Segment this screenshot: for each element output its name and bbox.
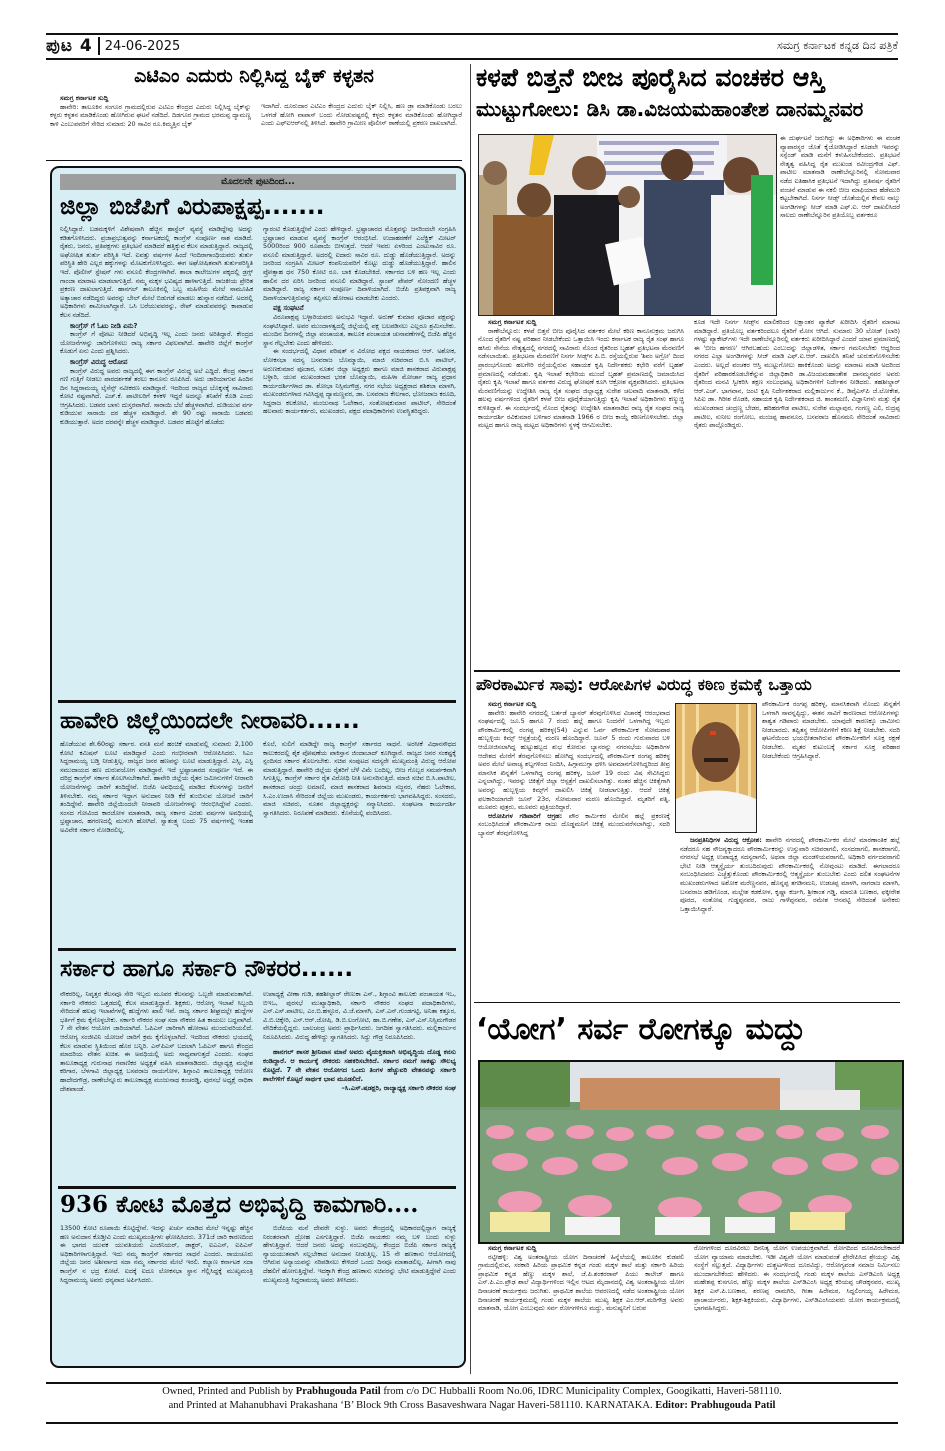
yoga-text-1: ರಟ್ಟೀಹಳ್ಳಿ: ವಿಶ್ವ ಅಂತರಾಷ್ಟ್ರೀಯ ಯೋಗ ದಿನಾಚರಣೆ ಹಿನ್ನೆಲೆಯಲ್ಲಿ ತಾಲೂಕಿನ ಕುಡಪಲಿ ಗ್ರಾಮದಲ್ಲಿರುವ, ಸರಕಾರಿ ಹಿರಿಯ ಪ್ರಾಥಮಿಕ ಕನ್ನಡ ಗಂಡು ಮಕ್ಕಳ ಶಾಲೆ ಮತ್ತು ಸರ್ಕಾರಿ ಹಿರಿಯ ಪ್ರಾಥಮಿಕ ಕನ್ನಡ ಹೆಣ್ಣು ಮಕ್ಕಳ ಶಾಲೆ, ಜೆ.ಪಿ.ಶಂಕರರಾವ್ ಪಿಯು ಕಾಲೇಜ್ ಹಾಗೂ ಎಸ್.ಪಿ.ಎಂ.ಪ್ರೌಢ ಶಾಲೆ ವಿದ್ಯಾರ್ಥಿಗಳಿಂದ ಇಲ್ಲಿನ ಆಟದ ಮೈದಾನದಲ್ಲಿ ವಿಶ್ವ ಅಂತರಾಷ್ಟ್ರೀಯ ಯೋಗ ದಿನಾಚರಣೆ ಕಾರ್ಯಕ್ರಮ ಜರುಗಿತು. ಪ್ರಾಥಮಿಕ ಶಾಲೆಯ ಆವರಣದಲ್ಲಿ ನಡೆದ ಅಂತರಾಷ್ಟ್ರೀಯ ಯೋಗ ದಿನಾಚರಣೆ ಕಾರ್ಯಕ್ರಮದಲ್ಲಿ ಗಂಡು ಮಕ್ಕಳ ಶಾಲೆಯ ಮುಖ್ಯ ಶಿಕ್ಷಕ ಎಂ.ಆರ್.ಮರಿಗೌಡ್ರ ಅವರು ಮಾತನಾಡಿ, ಯೋಗ ಎಂಬುವುದು ಸರ್ವ ರೋಗಗಳಿಗೂ ಮದ್ದು, ಮನುಷ್ಯನಿಗೆ ಬರುವ bbox=[478, 1252, 684, 1313]
seeds-text-1: ರಾಣೇಬೆನ್ನೂರು: ಕಳಪೆ ಬಿತ್ತನೆ ಬೀಜ ಪೂರೈಸಿದ ವರ್ತಕರ ಮೇಲೆ ಕಠಿಣ ಕಾನೂನುಕ್ರಮ ಜರುಗಿಸಿ ನೊಂದ ರೈತರಿಗೆ ನಷ್ಟ ಪರಿಹಾರ ನೀಡಬೇಕೆಂದು ಒತ್ತಾಯಿಸಿ ಇಂದು ಕರ್ನಾಟಕ ರಾಜ್ಯ ರೈತ ಸಂಘ ಹಾಗೂ ಹಸಿರು ಸೇನೆಯ ನೇತೃತ್ವದಲ್ಲಿ ನಗರದಲ್ಲಿ ಸಾವಿರಾರು ನೊಂದ ರೈತರಿಂದ ಬೃಹತ್ ಪ್ರತಿಭಟನಾ ಮೆರವಣಿಗೆ ನಡೆಸಲಾಯಿತು. ಪ್ರತಿಭಟನಾ ಮೆರವಣಿಗೆ ನಿಸರ್ಗ ಸೀಡ್ಸ್‌ನ ಪಿ.ಬಿ. ರಸ್ತೆಯಲ್ಲಿರುವ 'ಶಿವಂ ಅಗ್ರೋ' ದಿಂದ ಪ್ರಾರಂಭಗೊಂಡು ಹಲಗೇರಿ ರಸ್ತೆಯಲ್ಲಿರುವ ಸಹಾಯಕ ಕೃಷಿ ನಿರ್ದೇಶಕರು ಕಛೇರಿ ವರೆಗೆ ಬೃಹತ್ ಪ್ರಮಾಣದಲ್ಲಿ ನಡೆಯಿತು. ಕೃಷಿ ಇಲಾಖೆ ಕಛೇರಿಯ ಮುಂದೆ ಬೃಹತ್ ಪ್ರಮಾಣದಲ್ಲಿ ಜಮಾಯಿಸಿದ ರೈತರು ಕೃಷಿ ಇಲಾಖೆ ಹಾಗೂ ವರ್ತಕರ ವಿರುದ್ಧ ಘೋಷಣೆ ಕೂಗಿ ಆಕ್ರೋಶ ವ್ಯಕ್ತಪಡಿಸಿದರು. ಪ್ರತಿಭಟನಾ ಮೆರವಣಿಗೆಯನ್ನು ಉದ್ದೇಶಿಸಿ ರಾಜ್ಯ ರೈತ ಸಂಘದ ಜಿಲ್ಲಾಧ್ಯಕ್ಷ ಸುರೇಶ ಚಲವಾದಿ ಮಾತನಾಡಿ, ಕಳೆದ ಹಲವು ವರ್ಷಗಳಿಂದ ರೈತರಿಗೆ ಕಳಪೆ ಬೀಜ ಪೂರೈಕೆಯಾಗುತ್ತಿದ್ದು ಕೃಷಿ ಇಲಾಖೆ ಅಧಿಕಾರಿಗಳು ಕಣ್ಮುಚ್ಚಿ ಕುಳಿತಿದ್ದಾರೆ. ಈ ಸಂದರ್ಭದಲ್ಲಿ ನೊಂದ ರೈತರನ್ನು ಉದ್ದೇಶಿಸಿ ಮಾತನಾಡಿದ ರಾಜ್ಯ ರೈತ ಸಂಘದ ರಾಜ್ಯ ಕಾರ್ಯದರ್ಶಿ ರವಿಕುಮಾರ ಬಳಿಗಾರ ಮಾತನಾಡಿ 1966 ರ ಬೀಜ ಕಾಯ್ದೆ ಕಠಿಣಗೊಳಿಸಬೇಕು. ಜಿಲ್ಲಾ ಮಟ್ಟದ ಹಾಗೂ ರಾಜ್ಯ ಮಟ್ಟದ ಅಧಿಕಾರಿಗಳು ಸ್ಥಳಕ್ಕೆ ಆಗಮಿಸಬೇಕು. bbox=[478, 326, 684, 430]
seeds-bottom-rule bbox=[474, 670, 900, 672]
seeds-source: ಸಮಗ್ರ ಕರ್ನಾಟಕ ಸುದ್ದಿ bbox=[488, 318, 537, 326]
worker-text-2b bbox=[680, 836, 900, 913]
bjp-article-body bbox=[60, 225, 456, 693]
worker-photo-image bbox=[676, 704, 756, 832]
yoga-text-2: ರೋಗಗಳಿಂದ ದೂರವಿರಲು ದಿನನಿತ್ಯ ಯೋಗ ಉಪಯುಕ್ತವಾಗಿದೆ. ರೋಗದಿಂದ ದೂರವಿರಬೇಕಾದರೆ ಯೋಗ ವ್ಯಾಯಾಮ ಮಾಡಬೇಕು. ಇಡೀ ವಿಶ್ವವೇ ಯೋಗ ಮಾಡುವಂತೆ ಪ್ರೇರೇಪಿಸಿದ ಶ್ರೇಯಸ್ಸು ವಿಶ್ವ ಸಂಸ್ಥೆಗೆ ಸಲ್ಲುತ್ತದೆ. ವಿದ್ಯಾರ್ಥಿಗಳು ದುಶ್ಚಟಗಳಿಂದ ದೂರವಿದ್ದು, ಆರೋಗ್ಯವಂತ ಸಮಾಜ ನಿರ್ಮಿಸಲು ಮುಂದಾಗಬೇಕೆಂದು ಹೇಳಿದರು. ಈ ಸಂದರ್ಭದಲ್ಲಿ ಗಂಡು ಮಕ್ಕಳ ಶಾಲೆಯ ಎಸ್‌ಡಿಎಂಸಿ ಅಧ್ಯಕ್ಷ ಮಹೇಶಪ್ಪ ಕುಸಗೂರ, ಹೆಣ್ಣು ಮಕ್ಕಳ ಶಾಲೆಯ ಎಸ್‌ಡಿಎಂಸಿ ಅಧ್ಯಕ್ಷ ಕರಿಯಪ್ಪ ಚೌಡಕ್ಕನವರ, ಮುಖ್ಯ ಶಿಕ್ಷಕ ಎಸ್.ಪಿ.ಬಣಕಾರ, ಶರಣಪ್ಪ ರಾಮಗಿರಿ, ಗೀತಾ ಹಿರೇಮಠ, ಸಿದ್ದಲಿಂಗಯ್ಯ ಹಿರೇಮಠ, ಪ್ರಾಚಾರ್ಯರರು, ಶಿಕ್ಷಕ-ಶಿಕ್ಷಕಿಯರು, ವಿದ್ಯಾರ್ಥಿಗಳು, ಎಸ್‌ಡಿಎಂಸಿಯವರು ಯೋಗ ಕಾರ್ಯಕ್ರಮದಲ್ಲಿ ಭಾಗವಹಿಸಿದ್ದರು. bbox=[694, 1244, 900, 1313]
worker-col-2 bbox=[762, 700, 900, 834]
atm-bottom-rule bbox=[46, 160, 462, 161]
development-col-2 bbox=[263, 1224, 456, 1356]
bjp-subhead-1: ಕಾಂಗ್ರೆಸ್ ಗೆ ಓಟು ನೀಡಿ ಏನು? bbox=[70, 321, 138, 330]
footer-bottom-rule bbox=[46, 1422, 898, 1424]
imprint-line-1-b: from c/o DC Hubballi Room No.06, IDRC Municipality Complex, Googikatti, Haveri-581110. bbox=[380, 1386, 782, 1397]
irrigation-article-body bbox=[60, 740, 456, 944]
atm-text-1: ಹಾವೇರಿ: ತಾಲೂಕಿನ ಸಂಗೂರ ಗ್ರಾಮದಲ್ಲಿರುವ ಎಟಿಎಂ ಕೇಂದ್ರದ ಎದುರು ನಿಲ್ಲಿಸಿದ್ದ ಬೈಕ್‌ನ್ನು ಕಳ್ಳರು ಕಳ್ಳತನ ಮಾಡಿಕೊಂಡು ಹೋಗಿರುವ ಘಟನೆ ನಡೆದಿದೆ. ದಿಡಗೂರ ಗ್ರಾಮದ ಭರಮಪ್ಪ ದ್ಯಾಮಣ್ಣ ಕಾಳಿ ಎಂಬುವವರಿಗೆ ಸೇರಿದ ಸುಮಾರು 20 ಸಾವಿರ ರೂ.ಕಿಮ್ಮತ್ತಿನ ಬೈಕ್ bbox=[50, 102, 251, 128]
development-headline: 936 ಕೋಟಿ ಮೊತ್ತದ ಅಭಿವೃದ್ಧಿ ಕಾಮಗಾರಿ.... bbox=[60, 1191, 419, 1218]
development-text-1: 13500 ಕೋಟಿ ರೂಪಾಯಿ ಕೊಟ್ಟಿದ್ದೇವೆ. ಇದನ್ನು ಖರ್ಚು ಮಾಡಿದ ಮೇಲೆ ಇನ್ನಷ್ಟು ಹೆಚ್ಚಿನ ಹಣ ಅನುದಾನ ಕೊಡ್ತೀವಿ ಎಂದು ಮುಖ್ಯಮಂತ್ರಿಗಳು ಘೋಷಿಸಿದರು. 371ಜೆ ಜಾರಿ ಕಾರಣದಿಂದ ಈ ಭಾಗದ ಯುವಕ ಯುವತಿಯರು ಎಂಜಿನಿಯರ್, ಡಾಕ್ಟರ್, ಐಎಎಸ್, ಐಪಿಎಸ್ ಅಧಿಕಾರಿಗಳಾಗುತ್ತಿದ್ದಾರೆ. ಇದು ನಮ್ಮ ಕಾಂಗ್ರೆಸ್ ಸರ್ಕಾರದ ಸಾಧನೆ ಎಂದರು. ರಾಯಚೂರು ಜಿಲ್ಲೆಯ ಜನರ ಅಶೀರ್ವಾದ ಸದಾ ನಮ್ಮ ಸರ್ಕಾರದ ಮೇಲೆ ಇರಲಿ. ಕಲ್ಯಾಣ ಕರ್ನಾಟಕ ಸದಾ ಕಾಂಗ್ರೆಸ್ ನ ಭದ್ರ ಕೋಟೆ. ಐದಕ್ಕೆ ಐದೂ ಲೋಕಸಭಾ ಸ್ಥಾನ ಗೆಲ್ಲಿಸಿದ್ದಕ್ಕೆ ಮುಖ್ಯಮಂತ್ರಿ ಸಿದ್ದರಾಮಯ್ಯ ಅವರು ಧನ್ಯವಾದ ಅರ್ಪಿಸಿದರು. bbox=[60, 1224, 253, 1284]
bjp-text-1a: ನಿಲ್ಲಿಸಿದ್ದಾರೆ. ಬಡಮಕ್ಕಳಿಗೆ ವಿಶೇಷವಾಗಿ ಹೆಚ್ಚಿನ ಹಾಸ್ಟೆಲ್ ವ್ಯವಸ್ಥೆ ಮಾಡಿದ್ದೇವು ಅದನ್ನು ಕಡಿತಗೊಳಿಸಿದರು. ಪ್ರಜಾಪ್ರಭುತ್ವವನ್ನು ಕರ್ನಾಟಕದಲ್ಲಿ ಕಾಂಗ್ರೆಸ್ ಸಂಪೂರ್ಣ ನಾಶ ಮಾಡಿದೆ. ರೈತರು, ಜನರು, ಪ್ರತಿಪಕ್ಷಗಳು ಪ್ರತಿಭಟನೆ ಮಾಡಿದರೆ ಹತ್ತಿಕ್ಕುವ ಕೆಲಸ ಮಾಡುತ್ತಿದ್ದಾರೆ. ರಾಜ್ಯದಲ್ಲಿ ಅಘೋಷಿತ ತುರ್ತು ಪರಿಸ್ಥಿತಿ ಇದೆ. ಐವತ್ತು ವರ್ಷಗಳ ಹಿಂದೆ ಇಂದಿರಾಗಾಂಧಿಯವರು ತುರ್ತು ಪರಿಸ್ಥಿತಿ ಹೇರಿ ಎಲ್ಲರ ಹಕ್ಕುಗಳನ್ನು ಮೊಟಕುಗೊಳಿಸಿದ್ದರು. ಈಗ ಅಘೋಷಿತವಾಗಿ ತುರ್ತುಪರಿಸ್ಥಿತಿ ಇದೆ. ಪೊಲೀಸ್ ಸ್ಟೇಷನ್ ಗಳು ವಸೂಲಿ ಕೇಂದ್ರಗಳಾಗಿವೆ. ಶಾಲಾ ಕಾಲೇಜುಗಳ ಪಕ್ಕದಲ್ಲಿ ಡ್ರಗ್ಸ್ ಗಾಂಜಾ ಮಾರಾಟ ಮಾಡಲಾಗುತ್ತಿದೆ. ನಮ್ಮ ಮಕ್ಕಳ ಭವಿಷ್ಯದ ಹಾಳಾಗುತ್ತಿದೆ. ರಾಜಕೀಯ ಪ್ರೇರಿತ ಪ್ರಕರಣ ದಾಖಲಾಗುತ್ತಿದೆ. ಹಾನಗಲ್ ತಾಲೂಕಿನಲ್ಲಿ ಒಬ್ಬ ಮಹಿಳೆಯ ಮೇಲೆ ಸಾಮೂಹಿಕ ಅತ್ಯಾಚಾರ ನಡೆದಿದ್ದರು ಅವರನ್ನು ಬೇಲ್ ಮೇಲೆ ಬಿಡುಗಡೆ ಮಾಡಲು ಹುನ್ನಾರ ನಡೆದಿದೆ. ಅದರಲ್ಲಿ ಅಧಿಕಾರಿಗಳು ಶಾಮೀಲಾಗಿದ್ದಾರೆ. ಒಸಿ ಬರೆಯುವವರನ್ನು, ರೇಪ್ ಮಾಡುವವರನ್ನು ಕಾಪಾಡುವ ಕೆಲಸ ನಡೆದಿದೆ. bbox=[60, 225, 253, 319]
worker-text-2b-body: ಹಾವೇರಿ ನಗರದಲ್ಲಿ ಪೌರಕಾರ್ಮಿಕರ ಮೇಲೆ ಮಾರಣಾಂತಿಕ ಹಲ್ಲೆ ನಡೆದರೂ ಸಹ ಸೌಜನ್ಯಕ್ಕಾದರೂ ಪೌರಕಾರ್ಮಿಕರನ್ನು ಉಸ್ತುವಾರಿ ಸಚಿವರಾಗಲಿ, ಸಂಸದರಾಗಲಿ, ಶಾಸಕರಾಗಲಿ, ನಗರಸಭೆ ಅಧ್ಯಕ್ಷ ಉಪಾಧ್ಯಕ್ಷ ಸದಸ್ಯರಾಗಲಿ, ಅಥವಾ ಜಿಲ್ಲಾ ಮಂಡಳಿಯವರಾಗಲಿ, ಅಧಿಕಾರಿ ವರ್ಗದವರಾಗಲಿ ಭೇಟಿ ನೀಡಿ ಆತ್ಮಸ್ಥೈರ್ಯ ತುಂಬದಿರುವುದು ಪೌರಕಾರ್ಮಿಕರಲ್ಲಿ ನೋವುಂಟು ಮಾಡಿದೆ. ಈಗಲಾದರೂ ಸಂಬಂಧಿಸಿದವರು ಎಚ್ಚೆತ್ತುಕೊಂಡು ಪೌರಕಾರ್ಮಿಕರಲ್ಲಿ ಆತ್ಮಸ್ಥೈರ್ಯ ತುಂಬಬೇಕು ಎಂದು ದಲಿತ ಸಂಘಟನೆಗಳ ಮುಖಂಡರುಗಳಾದ ಅಶೋಕ ಮರೆಣ್ಣನವರ, ಹೊನ್ನಪ್ಪ ತಗಡಿನಮನಿ, ಉಡಚಪ್ಪ ಮಾಳಗಿ, ನಾಗರಾಜ ಮಾಳಗಿ, ಬಸವರಾಜ ಹಡಿಗೊಂಡ, ಮಲ್ಲೇಶ ಕಡಕೋಳ, ಕೃಷ್ಣಾ ಕರ್ಜಗಿ, ಶ್ರೀಕಾಂತ ಗಡ್ಡಿ, ಮಾರುತಿ ಬಣಕಾರ, ಫಕ್ಕೀರೇಶ ಪೂರದ, ಸಂತೋಷ ಗುಡ್ಡಪ್ಪನವರ, ರಾಜು ಗಾಳೆಪ್ಪನವರ, ರಮೇಶ ಆನವಟ್ಟಿ ಸೇರಿದಂತೆ ಅನೇಕರು ಒತ್ತಾಯಿಸಿದ್ದಾರೆ. bbox=[680, 836, 900, 913]
worker-col-1 bbox=[478, 700, 670, 1000]
worker-headline: ಪೌರಕಾರ್ಮಿಕ ಸಾವು: ಆರೋಪಿಗಳ ವಿರುದ್ಧ ಕಠಿಣ ಕ್ರಮಕ್ಕೆ ಒತ್ತಾಯ bbox=[476, 675, 812, 694]
masthead-top-rule bbox=[46, 33, 898, 35]
worker-photo bbox=[675, 703, 757, 833]
worker-source: ಸಮಗ್ರ ಕರ್ನಾಟಕ ಸುದ್ದಿ bbox=[488, 700, 537, 708]
imprint-line-1-a: Owned, Printed and Publish by bbox=[162, 1386, 296, 1397]
employees-col-1 bbox=[60, 990, 253, 1186]
seeds-col-2 bbox=[694, 318, 900, 666]
footer-top-rule bbox=[46, 1382, 898, 1384]
imprint-line-2 bbox=[46, 1399, 898, 1413]
employees-text-1: ನೌಕರರಿಲ್ಲ, ನಿವೃತ್ತರ ಕೆಲಸವೂ ಸೇರಿ ಇಬ್ಬರು ಮೂವರ ಕೆಲಸವನ್ನು ಒಬ್ಬರೇ ಮಾಡುವಂತಾಗಿದೆ. ಸರ್ಕಾರಿ ನೌಕರರು ಒತ್ತಡದಲ್ಲಿ ಕೆಲಸ ಮಾಡುತ್ತಿದ್ದಾರೆ. ಶಿಕ್ಷಕರು, ಆರೋಗ್ಯ ಇಲಾಖೆ ಸಿಬ್ಬಂದಿ ಸೇರಿದಂತೆ ಹಲವು ಇಲಾಖೆಗಳಲ್ಲಿ ಹುದ್ದೆಗಳು ಖಾಲಿ ಇವೆ. ರಾಜ್ಯ ಸರ್ಕಾರ ಶೀಘ್ರದಲ್ಲೇ ಹುದ್ದೆಗಳ ಭರ್ತಿಗೆ ಕ್ರಮ ಕೈಗೊಳ್ಳಬೇಕು. ಸರ್ಕಾರಿ ನೌಕರರ ಸಂಘ ಸದಾ ನೌಕರರ ಹಿತ ಕಾಯಲು ಬದ್ಧವಾಗಿದೆ. 7 ನೇ ವೇತನ ಆಯೋಗ ಜಾರಿಯಾಗಿದೆ. ಓಪಿಎಸ್ ಜಾರಿಗಾಗಿ ಹೋರಾಟ ಮುಂದುವರಿಯಲಿದೆ. ಆರೋಗ್ಯ ಸಂಜೀವಿನಿ ಯೋಜನೆ ಜಾರಿಗೆ ಕ್ರಮ ಕೈಗೊಳ್ಳಲಾಗಿದೆ. ಇದರಿಂದ ನೌಕರರು ಭಯದಲ್ಲಿ ಕೆಲಸ ಮಾಡುವ ಸ್ಥಿತಿಯಿಂದ ಹೊರ ಬನ್ನಿರಿ. ಎನ್‌ಪಿಎಸ್ ಬದಲಾಗಿ ಓಪಿಎಸ್ ಹಾಗೂ ಕೇಂದ್ರದ ಮಾದರಿಯ ವೇತನ ಖಚಿತ. ಈ ಅವಧಿಯಲ್ಲಿ ಅದು ಸಾಧ್ಯವಾಗುತ್ತದೆ ಎಂದರು. ಸಂಘದ ತಾಲೂಕಾಧ್ಯಕ್ಷ ಗುರುನಾಥ ಗವಾಣಿಕರ ಅಧ್ಯಕ್ಷತೆ ವಹಿಸಿ ಮಾತನಾಡಿದರು. ಜಿಲ್ಲಾಧ್ಯಕ್ಷ ಮಲ್ಲೇಶ ಕರಿಗಾರ, ಬೆಳಗಾವಿ ಜಿಲ್ಲಾಧ್ಯಕ್ಷ ಬಸವರಾಜ ರಾಯಗೋಳ, ಶಿಗ್ಗಾಂವಿ ತಾಲೂಕಾಧ್ಯಕ್ಷ ಆರೋಣ ಹಾದೇದಗೌಡ್ರ, ರಾಣೇಬೆನ್ನೂರು ತಾಲೂಕಾಧ್ಯಕ್ಷ ಮಂಜುನಾಥ ಕಂಚರಡ್ಡಿ, ಪುರಸಭೆ ಅಧ್ಯಕ್ಷೆ ರಾಧಿಕಾ ದೇಶಪಾಂಡೆ. bbox=[60, 990, 253, 1093]
bjp-text-2b: ವಿರೂಪಾಕ್ಷಪ್ಪ ಬಳ್ಳಾರಿಯವರು ಅನುಭವಿ ಇದ್ದಾರೆ. ಅರುಣ್ ಕುಮಾರ ಪೂಜಾರ ಪಕ್ಷವನ್ನು ಸಂಘಟಿಸಿದ್ದಾರೆ. ಅವರ ಮುಂದಾಳತ್ವದಲ್ಲಿ ಜಿಲ್ಲೆಯಲ್ಲಿ ಪಕ್ಷ ಬಲಪಡಿಸಲು ಎಲ್ಲರೂ ಶ್ರಮಿಸಬೇಕು. ಮುಂದಿನ ದಿನಗಳಲ್ಲಿ ಜಿಲ್ಲಾ ಪಂಚಾಯತ, ತಾಲೂಕ ಪಂಚಾಯತ ಚುನಾವಣೆಗಳಲ್ಲಿ ಬಿಜೆಪಿ ಹೆಚ್ಚಿನ ಸ್ಥಾನ ಗೆಲ್ಲಬೇಕು ಎಂದು ಹೇಳಿದರು. bbox=[263, 312, 456, 347]
bjp-subhead-3: ಪಕ್ಷ ಸಂಘಟನೆ bbox=[273, 304, 304, 313]
employees-text-2: ಉಪಾಧ್ಯಕ್ಷೆ ವೀಣಾ ಗುಡಿ, ತಹಶೀಲ್ದಾರ್ ರೇಣುಕಾ ಎಸ್., ಶಿಗ್ಗಾಂವಿ ತಾಲೂಕು ಪಂಚಾಯತ ಇಒ, ಬಿಇಒ, ಪುರಸಭೆ ಮುಖ್ಯಾಧಿಕಾರಿ, ಸರ್ಕಾರಿ ನೌಕರರ ಸಂಘದ ಪದಾಧಿಕಾರಿಗಳು, ಎನ್.ಎಸ್.ಪಾಟೀಲ, ಎಂ.ಬಿ.ಹಳ್ಳೂರ, ವಿ.ಜೆ.ಮಾಳಗಿ, ಎಸ್.ಎನ್.ಗುಂಡಗಟ್ಟಿ, ಅನಿತಾ ಕತ್ತೂರ, ವಿ.ಬಿ.ಚಿಕ್ಕೇರಿ, ಎಸ್.ಆರ್.ಜೋಷಿ, ಡಿ.ಬಿ.ಲಂಗೋಟಿ, ಹಾ.ಬಿ.ಗಣೇಶ, ಎಸ್.ಎಸ್.ನಿಸ್ಸಿಮಗೌಡರ ವೇದಿಕೆಯಲ್ಲಿದ್ದರು. ಬಾಲಚಂದ್ರ ಅವರು ಪ್ರಾರ್ಥಿಸಿದರು. ಜಗದೀಶ ಸ್ವಾಗತಿಸಿದರು. ಮಲ್ಲಿಕಾರ್ಜುನ ನಿರೂಪಿಸಿದರು. ವಿರುದ್ಧ ಹೇಳಿದ್ದು ಸ್ವಾಗತಿಸಿದರು. ಸಿದ್ದು ಗೌಡ್ರ ನಿರೂಪಿಸಿದರು. bbox=[263, 990, 456, 1041]
bjp-col-1 bbox=[60, 225, 253, 693]
masthead-bottom-rule bbox=[46, 58, 898, 60]
worker-subhead-1: ಆರೋಪಿಗಳ ಗಡಿಪಾರಿಗೆ ಆಗ್ರಹ: bbox=[488, 811, 563, 820]
atm-source: ಸಮಗ್ರ ಕರ್ನಾಟಕ ಸುದ್ದಿ bbox=[60, 94, 109, 102]
bjp-text-1c: ಕಾಂಗ್ರೆಸ್ ವಿರುದ್ಧ ಅವರು ರಾಜ್ಯದಲ್ಲಿ ಈಗ ಕಾಂಗ್ರೆಸ್ ವಿರುದ್ಧ ಅಲೆ ಎದ್ದಿದೆ. ಕೇಂದ್ರ ಸರ್ಕಾರ ಗಣಿ ಗುತ್ತಿಗೆ ನೀಡಲು ಪಾರದರ್ಶಕತೆ ತರಲು ಕಾನೂನು ರೂಪಿಸಿದೆ. ಅದು ಜಾರಿಯಾಗುವ ಹಿಂದಿನ ದಿನ ಸಿದ್ದರಾಮಯ್ಯ ಲೈಸೆನ್ಸ್ ನವೀಕರಣ ಮಾಡಿದ್ದಾರೆ. ಇದರಿಂದ ರಾಜ್ಯದ ಬೊಕ್ಕಸಕ್ಕೆ ಸಾವಿರಾರು ಕೋಟಿ ನಷ್ಟವಾಗಿದೆ. ಎಚ್.ಕೆ. ಪಾಟೀಲರಿಗೆ ಕಳಕಳಿ ಇದ್ದರೆ ಅದನ್ನೂ ತನಿಖೆಗೆ ಕೊಡಿ ಎಂದು ಆಗ್ರಹಿಸಿದರು. ಬಡವರ ಬಾಳು ದುಸ್ತರವಾಗಿದೆ. ಸಾರಾಯಿ ಬೆಲೆ ಹೆಚ್ಚಳವಾಗಿದೆ. ದುಡಿಯುವ ವರ್ಗ ಕುಡಿಯುವ ಸಾರಾಯಿ ದರ ಹೆಚ್ಚಳ ಮಾಡಿದ್ದಾರೆ. ಶೇ 90 ರಷ್ಟು ಸಾರಾಯಿ ಬಡವರು ಕುಡಿಯುತ್ತಾರೆ. ಅದರ ದರವನ್ನೇ ಹೆಚ್ಚಳ ಮಾಡಿದ್ದಾರೆ. ಬಡವರ ಹೊಟ್ಟೆಗೆ ಹೊಡೆದು bbox=[60, 366, 253, 427]
quote-attribution: –ಸಿ.ಎಸ್.ಷಡಕ್ಷರಿ, ರಾಜ್ಯಾಧ್ಯಕ್ಷ ಸರ್ಕಾರಿ ನೌಕರರ ಸಂಘ bbox=[341, 1083, 456, 1092]
development-article-body bbox=[60, 1224, 456, 1356]
masthead bbox=[46, 36, 898, 56]
atm-col-2 bbox=[261, 94, 462, 156]
imprint bbox=[46, 1385, 898, 1413]
quote-text: ಹಾನಗಲ್ ಶಾಸಕ ಶ್ರೀನಿವಾಸ ಮಾನೆ ಅವರು ವೈಯಕ್ತಿಕವಾಗಿ ಅಭಿವೃದ್ಧಿಯ ದೊಡ್ಡ ಕನಸು ಕಂಡಿದ್ದಾರೆ. ಆ ಕಾರ್ಯಕ್ಕೆ ನೌಕರರು ಸಹಕರಿಸಬೇಕಿದೆ. ಸರ್ಕಾರ ನಮಗೆ ಸಾಕಷ್ಟು ಸೌಲಭ್ಯ ಕೊಟ್ಟಿದೆ. 7 ನೇ ವೇತನ ಆಯೋಗದ ಒಂದು ತಿಂಗಳ ಹೆಚ್ಚುವರಿ ವೇತನವನ್ನು ಸರ್ಕಾರಿ ಶಾಲೆಗಳಿಗೆ ಕೊಟ್ಟರೆ ಸಾರ್ಥಕ ಭಾವ ಮೂಡಲಿದೆ. bbox=[263, 1047, 456, 1083]
bjp-col-2 bbox=[263, 225, 456, 693]
worker-bottom-rule bbox=[474, 1002, 900, 1003]
seeds-text-2: ಕೂಡ ಇದೇ ನಿಸರ್ಗ ಸೀಡ್ಸ್‌ನ ಮಾಲಿಕರಿಂದ ಲಕ್ಷಾಂತರ ಪ್ಯಾಕೆಟ್ ಖರೀದಿಸಿ ರೈತರಿಗೆ ಮಾರಾಟ ಮಾಡಿದ್ದಾರೆ. ಪ್ರತಿಯೊಬ್ಬ ವರ್ತಕರಿಂದಲೂ ರೈತರಿಗೆ ಮೋಸ ಆಗಿದೆ. ಸುಮಾರು 30 ಲೋಡ್ (ಲಾರಿ) ಗಳಷ್ಟು ಪ್ಯಾಕೇಟ್‌ಗಳು ಇದೇ ರಾಣೇಬೆನ್ನೂರಿನಲ್ಲಿ ವರ್ತಕರು ಖರೀದಿಸಿದ್ದಾರೆ ಎಂದರೆ ಯಾವ ಪ್ರಮಾಣದಲ್ಲಿ ಈ 'ಬೀಜ ಹಗರಣ' ಆಗಿರಬಹುದು ಎಂಬುದನ್ನು ಜಿಲ್ಲಾಡಳಿತ, ಸರ್ಕಾರ ಗಮನಿಸಬೇಕು ಆದ್ದರಿಂದ ನಗರದ ಎಲ್ಲಾ ಅಂಗಡಿಗಳನ್ನು ಸೀಜ್ ಮಾಡಿ ಎಫ್.ಐ.ಆರ್. ದಾಖಲಿಸಿ ತನಿಖೆ ಚುರುಕುಗೊಳಿಸಬೇಕು ಎಂದರು. ಅಲ್ಲದೆ ವಂಚಕರ ಆಸ್ತಿ ಮುಟ್ಟುಗೋಲು ಹಾಕಿಕೊಂಡು ಅದನ್ನು ಮಾರಾಟ ಮಾಡಿ ಅದರಿಂದ ರೈತರಿಗೆ ಪರಿಹಾರಕೊಡಬೇಕೆನ್ನುವ ಜಿಲ್ಲಾಧಿಕಾರಿ ಡಾ.ವಿಜಯಮಹಾಂತೇಶ ದಾನಮ್ಮನವರ ಅವರು ರೈತರಿಂದ ಮನವಿ ಸ್ವೀಕರಿಸಿ ತಕ್ಷಣ ಸಂಬಂಧಪಟ್ಟ ಅಧಿಕಾರಿಗಳಿಗೆ ನಿರ್ದೇಶನ ನೀಡಿದರು. ತಹಶೀಲ್ದಾರ್ ಆರ್.ಎಚ್. ಭಾಗವಾನ, ಜಂಟಿ ಕೃಷಿ ನಿರ್ದೇಶಕರಾದ ಮಲ್ಲಿಕಾರ್ಜುನ ಕೆ., ಡಿವೈಎಸ್‌ಪಿ ಜೆ.ಲೋಕೇಶ, ಸಿಪಿಐ ಡಾ. ಗಿರೀಶ ರೊಡಕಿ, ಸಹಾಯಕ ಕೃಷಿ ನಿರ್ದೇಶಕರಾದ ಜಿ. ಶಾಂತಮಣಿ, ವಿಜ್ಞಾನಿಗಳು ಮತ್ತು ರೈತ ಮುಖಂಡರಾದ ಚಂದ್ರಣ್ಣ ಬೇಡರ, ಹರಿಹರಗೌಡ ಪಾಟೀಲ, ಸುರೇಶ ಮಲ್ಲಾಪುರ, ಗಂಗಣ್ಣ ಎಲಿ, ರುದ್ರಪ್ಪ ಪಾಟೀಲ, ಸುನೀಲ ರಂಗೋಬ, ಮಂಜಪ್ಪ ಹಾವನೂರ, ಬಸವರಾಜ ಹೊಸಮನಿ ಸೇರಿದಂತೆ ಸಾವಿರಾರು ರೈತರು ಪಾಲ್ಗೊಂಡಿದ್ದರು. bbox=[694, 318, 900, 430]
yoga-col-1 bbox=[478, 1244, 684, 1372]
irrigation-bottom-rule bbox=[58, 948, 456, 951]
issue-date: 24-06-2025 bbox=[104, 38, 181, 54]
worker-subhead-2: ಜನಪ್ರತಿನಿಧಿಗಳ ವಿರುದ್ಧ ಆಕ್ರೋಶ: bbox=[690, 836, 762, 844]
worker-text-2: ಪೌರಕಾರ್ಮಿಕ ರಂಗಪ್ಪ ಹರಿಕಳ್ಳ, ಮಾನಸಿಕವಾಗಿ ನೊಂದು ಖಿನ್ನತೆಗೆ ಒಳಗಾಗಿ ಸಾವನ್ನಪ್ಪಿದ್ದು, ಈತನ ಸಾವಿಗೆ ಕಾರಣರಾದ ಆರೋಪಿಗಳನ್ನು ಶಾಶ್ವತ ಗಡಿಪಾರು ಮಾಡಬೇಕು. ಯಾವುದೇ ಕಾರಣಕ್ಕೂ ಜಾಮೀನು ನೀಡಬಾರದು. ತಪ್ಪಿತಸ್ಥ ಆರೋಪಿಗಳಿಗೆ ಕಠಿಣ ಶಿಕ್ಷೆ ನೀಡಬೇಕು. ಸದರಿ ಘಟನೆಯಿಂದ ಭಯಭೀತರಾಗಿರುವ ಪೌರಕಾರ್ಮಿಕರಿಗೆ ಸೂಕ್ತ ರಕ್ಷಣೆ ನೀಡಬೇಕು. ಮೃತರ ಕುಟುಂಬಕ್ಕೆ ಸರ್ಕಾರ ಸೂಕ್ತ ಪರಿಹಾರ ನೀಡಬೇಕೆಂದು ಆಗ್ರಹಿಸಿದ್ದಾರೆ. bbox=[762, 700, 900, 760]
worker-text-1: ಹಾವೇರಿ: ಹಾವೇರಿ ನಗರದಲ್ಲಿ ಬರ್ತಡೆ ಬ್ಯಾನರ್ ತೆರವುಗೊಳಿಸಿದ ವಿಚಾರಕ್ಕೆ ಆರಂಭವಾದ ಸಂಘರ್ಷದಲ್ಲಿ ಜೂ.5 ಹಾಗೂ 7 ರಂದು ಹಲ್ಲೆ ಹಾಗೂ ನಿಂದನೆಗೆ ಒಳಗಾಗಿದ್ದ ಇಬ್ಬರು ಪೌರಕಾರ್ಮಿಕರಲ್ಲಿ ರಂಗಪ್ಪ ಹರಿಕಳ್ಳ(54) ಎನ್ನುವ ಓರ್ವ ಪೌರಕಾರ್ಮಿಕ ಸೋಮವಾರ ಹುಬ್ಬಳ್ಳಿಯ ಕಿಮ್ಸ್ ಆಸ್ಪತ್ರೆಯಲ್ಲಿ ಮರಣ ಹೊಂದಿದ್ದಾರೆ. ಜೂನ್ 5 ರಂದು ಗುರುವಾರದ ಬಳಿ ಆಯೋಜಿಸಲಾಗಿದ್ದ ಹುಟ್ಟುಹಬ್ಬದ ಶುಭ ಕೋರುವ ಬ್ಯಾನರನ್ನು ನಗರಸಭೆಯ ಅಧಿಕಾರಿಗಳ ಆದೇಶದ ಮೇರೆಗೆ ತೆರವುಗೊಳಿಸಲು ಹೋಗಿದ್ದ ಸಂದರ್ಭದಲ್ಲಿ ಪೌರಕಾರ್ಮಿಕ ರಂಗಪ್ಪ ಹರಿಕಳ್ಳ ಅವರ ಮೇಲೆ ಅವಾಚ್ಯ ಶಬ್ದಗಳಿಂದ ನಿಂದಿಸಿ, ಹಿಗ್ಗಾಮುಗ್ಗಾ ಥಳಿಸಿ ಅವಮಾನಗೊಳಿಸಿದ್ದರಿಂದ ತೀವ್ರ ಮಾನಸಿಕ ಖಿನ್ನತೆಗೆ ಒಳಗಾಗಿದ್ದ ರಂಗಪ್ಪ ಹರಿಕಳ್ಳ, ಜೂನ್ 19 ರಂದು ವಿಷ ಸೇವಿಸಿದ್ದರು ಎನ್ನಲಾಗಿದ್ದು, ಇವರನ್ನು ಚಿಕಿತ್ಸೆಗೆ ಜಿಲ್ಲಾ ಆಸ್ಪತ್ರೆಗೆ ದಾಖಲಿಸಲಾಗಿತ್ತು. ನಂತರ ಹೆಚ್ಚಿನ ಚಿಕಿತ್ಸೆಗಾಗಿ ಅವರನ್ನು ಹುಬ್ಬಳ್ಳಿಯ ಕಿಮ್ಸ್‌ಗೆ ದಾಖಲಿಸಿ ಚಿಕಿತ್ಸೆ ನೀಡಲಾಗುತ್ತಿತ್ತು. ಆದರೆ ಚಿಕಿತ್ಸೆ ಫಲಕಾರಿಯಾಗದೇ ಜೂನ್ 23ರ, ಸೋಮವಾರ ಮರಣ ಹೊಂದಿದ್ದಾರೆ. ಮೃತರಿಗೆ ಪತ್ನಿ, ಮೂವರು ಪುತ್ರರು, ಮೂವರು ಪುತ್ರಿಯರಿದ್ದಾರೆ. bbox=[478, 708, 670, 812]
worker-text-1b bbox=[478, 812, 670, 838]
page-number: ಪುಟ 4 bbox=[46, 36, 93, 56]
yoga-photo-image bbox=[480, 1062, 902, 1242]
seeds-photo-image bbox=[479, 135, 776, 315]
masthead-divider bbox=[98, 37, 100, 55]
seeds-side-text: ಈ ದುರ್ಘಟನೆ ಜರುಗಿದ್ದು ಈ ಅಧಿಕಾರಿಗಳು ಈ ವಂಚಕ ವ್ಯಾಪಾರಸ್ಥರ ಜೊತೆ ಕೈಜೋಡಿಸಿದ್ದಾರೆ ಕೂಡಲೇ ಇವರನ್ನು ಸಸ್ಪೆಂಡ್ ಮಾಡಿ ಮನೆಗೆ ಕಳುಹಿಸಬೇಕೆಂದರು. ಪ್ರತಿಭಟನೆ ನೇತೃತ್ವ ವಹಿಸಿದ್ದ ರೈತ ಮುಖಂಡ ರವೀಂದ್ರಗೌಡ ಎಫ್. ಪಾಟೀಲ ಮಾತನಾಡಿ ರಾಣೇಬೆನ್ನೂರಿನಲ್ಲಿ ಸೋಮವಾರ ನಡೆದ ಐತಿಹಾಸಿಕ ಪ್ರತಿಭಟನೆ ಇದಾಗಿದ್ದು ಪ್ರತಿವರ್ಷ ರೈತರಿಗೆ ವಂಚನೆ ಮಾಡುವ ಈ ನಕಲಿ ಬೀಜ ಮಾಫಿಯಾದ ಹೆಡೆಮುರಿ ಕಟ್ಟಬೇಕಾಗಿದೆ. ನಿಸರ್ಗ ಸೀಡ್ಸ್ ಜೊತೆಯಲ್ಲಿನ ಕೇವಲ ನಾಲ್ಕು ಅಂಗಡಿಗಳನ್ನು ಸೀಜ್ ಮಾಡಿ ಎಫ್.ಐ. ಆರ್ ದಾಖಲಿಸಿದರೆ ಸಾಲದು ರಾಣೇಬೆನ್ನೂರಿನ ಪ್ರತಿಯೊಬ್ಬ ವರ್ತಕರೂ bbox=[780, 134, 900, 220]
publisher-name: Prabhugouda Patil bbox=[295, 1386, 381, 1397]
yoga-article-body bbox=[478, 1244, 900, 1372]
yoga-headline: ‘ಯೋಗ’ ಸರ್ವ ರೋಗಕ್ಕೂ ಮದ್ದು bbox=[476, 1012, 806, 1047]
seeds-headline: ಕಳಪೆ ಬಿತ್ತನೆ ಬೀಜ ಪೂರೈಸಿದ ವಂಚಕರ ಆಸ್ತಿ bbox=[476, 63, 825, 92]
atm-col-1 bbox=[50, 94, 251, 156]
imprint-line-2-a: and Printed at Mahanubhavi Prakashana ‘B’ Block 9th Cross Basaveshwara Nagar Haveri-581110. KARNATAKA. bbox=[168, 1400, 656, 1411]
employees-headline: ಸರ್ಕಾರ ಹಾಗೂ ಸರ್ಕಾರಿ ನೌಕರರ...... bbox=[60, 956, 354, 982]
employees-article-body bbox=[60, 990, 456, 1186]
development-col-1 bbox=[60, 1224, 253, 1356]
seeds-subheadline: ಮುಟ್ಟುಗೋಲು: ಡಿಸಿ ಡಾ.ವಿಜಯಮಹಾಂತೇಶ ದಾನಮ್ಮನವರ bbox=[476, 97, 864, 121]
yoga-source: ಸಮಗ್ರ ಕರ್ನಾಟಕ ಸುದ್ದಿ bbox=[488, 1244, 537, 1252]
irrigation-col-1 bbox=[60, 740, 253, 944]
continued-stories-box bbox=[50, 166, 466, 1368]
bjp-text-2c: ಈ ಸಂದರ್ಭದಲ್ಲಿ ವಿಧಾನ ಪರಿಷತ್ ನ ವಿರೋಧ ಪಕ್ಷದ ನಾಯಕರಾದ ಆರ್. ಅಶೋಕ, ಲೋಕಸಭಾ ಸದಸ್ಯ ಬಸವರಾಜ ಬೊಮ್ಮಾಯಿ, ಮಾಜಿ ಸಚಿವರಾದ ಬಿ.ಸಿ ಪಾಟೀಲ್, ಅರುಣಕುಮಾರ ಪೂಜಾರ, ನೂತನ ಜಿಲ್ಲಾ ಅಧ್ಯಕ್ಷರು ಹಾಗೂ ಮಾಜಿ ಶಾಸಕರಾದ ವಿರುಪಾಕ್ಷಪ್ಪ ಬಳ್ಳಾರಿ, ಯುವ ಮುಖಂಡರಾದ ಭರತ ಬೊಮ್ಮಾಯಿ, ಮಹಿಳಾ ಮೋರ್ಚಾ ರಾಜ್ಯ ಪ್ರಧಾನ ಕಾರ್ಯದರ್ಶಿಗಳಾದ ಡಾ. ಶೋಭಾ ನಿಸ್ಸಿಮಗೌಡ್ರ, ನಗರ ಸಭೆಯ ಅಧ್ಯಕ್ಷರಾದ ಶಶಿಕಲಾ ಮಾಳಗಿ, ಮುಖಂಡರುಗಳಾದ ಗವಿಸಿದ್ದಪ್ಪ ದ್ಯಾಮಣ್ಣವರ, ಡಾ. ಬಸವರಾಜ ಕೇಲಗಾರ, ಭೋಜರಾಜ ಕರೂದಿ, ಸಿದ್ದರಾಜ ಕಲಕೋಟಿ, ಮಂಜುನಾಥ ಓಲೇಕಾರ, ಸಂತೋಷಕುಮಾರ ಪಾಟೀಲ್, ಸೇರಿದಂತೆ ಹಲವಾರು ಕಾರ್ಯಕರ್ತರು, ಮುಖಂಡರು, ಪಕ್ಷದ ಪದಾಧಿಕಾರಿಗಳು ಉಪಸ್ಥಿತರಿದ್ದರು. bbox=[263, 347, 456, 416]
seeds-col-1 bbox=[478, 318, 684, 666]
seeds-photo bbox=[478, 134, 777, 316]
bjp-bottom-rule bbox=[58, 700, 456, 703]
bjp-text-1b: ಕಾಂಗ್ರೆಸ್ ಗೆ ವೋಟು ನೀಡಿದರೆ ಅಭಿವೃದ್ಧಿ ಇಲ್ಲ ಎಂದು ಜನರು ಅರಿತಿದ್ದಾರೆ. ಕೇಂದ್ರದ ಯೋಜನೆಗಳನ್ನು ಜಾರಿಗೊಳಿಸಲು ರಾಜ್ಯ ಸರ್ಕಾರ ವಿಫಲವಾಗಿದೆ. ಹಾವೇರಿ ಜಿಲ್ಲೆಗೆ ಕಾಂಗ್ರೆಸ್ ಕೊಡುಗೆ ಏನು ಎಂದು ಪ್ರಶ್ನಿಸಿದರು. bbox=[60, 330, 253, 356]
imprint-line-1 bbox=[46, 1385, 898, 1399]
atm-text-2: ಇದಾಗಿದೆ. ದೂರುದಾರ ಎಟಿಎಂ ಕೇಂದ್ರದ ಎದುರು ಬೈಕ್ ನಿಲ್ಲಿಸಿ, ಹಣ ಡ್ರಾ ಮಾಡಿಕೊಂಡು ಬರಲು ಒಳಗಡೆ ಹೋಗಿ ವಾಪಾಸ್ ಬಂದು ನೋಡುವಷ್ಟರಲ್ಲಿ ಕಳ್ಳರು ಕಳ್ಳತನ ಮಾಡಿಕೊಂಡು ಹೋಗಿದ್ದಾರೆ ಎಂದು ಎಫ್‌ಐಆರ್‌ನಲ್ಲಿ ತಿಳಿಸಿದೆ. ಹಾವೇರಿ ಗ್ರಾಮೀಣ ಪೊಲೀಸ್ ಠಾಣೆಯಲ್ಲಿ ಪ್ರಕರಣ ದಾಖಲಾಗಿದೆ. bbox=[261, 102, 462, 128]
irrigation-col-2 bbox=[263, 740, 456, 944]
atm-article-body bbox=[50, 94, 462, 156]
paper-name: ಸಮಗ್ರ ಕರ್ನಾಟಕ ಕನ್ನಡ ದಿನ ಪತ್ರಿಕೆ bbox=[777, 39, 898, 52]
atm-headline: ಎಟಿಎಂ ಎದುರು ನಿಲ್ಲಿಸಿದ್ದ ಬೈಕ್ ಕಳ್ಳತನ bbox=[134, 65, 374, 87]
worker-col-2b bbox=[680, 836, 900, 1000]
column-divider bbox=[470, 64, 471, 1374]
employees-quote bbox=[263, 1048, 456, 1093]
seeds-side-column bbox=[780, 134, 900, 314]
page-info bbox=[46, 36, 180, 56]
bjp-subhead-2: ಕಾಂಗ್ರೆಸ್ ವಿರುದ್ಧ ಆರೋಪ bbox=[70, 357, 128, 366]
yoga-photo bbox=[478, 1060, 904, 1244]
bjp-headline: ಜಿಲ್ಲಾ ಬಿಜೆಪಿಗೆ ವಿರುಪಾಕ್ಷಪ್ಪ....... bbox=[60, 194, 325, 220]
bjp-text-2a: ಗ್ಯಾರಂಟಿ ಕೊಡುತ್ತಿದ್ದೇವೆ ಎಂದು ಹೇಳಿದ್ದಾರೆ. ಭ್ರಷ್ಟಾಚಾರದ ಮೊತ್ತವನ್ನು ಜನರಿಂದಲೇ ಸಂಗ್ರಹಿಸಿ ಭ್ರಷ್ಟಾಚಾರ ಮಾಡುವ ವ್ಯವಸ್ಥೆ ಕಾಂಗ್ರೆಸ್ ಆರಂಭಿಸಿದೆ. ಉದಾಹರಣೆಗೆ ಎಲೆಕ್ಟ್ರಿಕ್ ಮೀಟರ್ 5000ರಿಂದ 900 ರೂಪಾಯಿ ಬೀಳುತ್ತದೆ. ಆದರೆ ಇವರು ಏಳರಿಂದ ಎಂಟುಸಾವಿರ ರೂ. ವಸೂಲಿ ಮಾಡುತ್ತಿದ್ದಾರೆ. ಅದರಲ್ಲಿ ಐದಾರು ಸಾವಿರ ರೂ. ದುಡ್ಡು ಹೊಡೆಯುತ್ತಿದ್ದಾರೆ. ಅದನ್ನು ಜನರಿಂದ ಸಂಗ್ರಹಿಸಿ ಮೀಟರ್ ಕಂಪನಿಯವರಿಗೆ ಕೊಟ್ಟು ದುಡ್ಡು ಹೊಡೆಯುತ್ತಿದ್ದಾರೆ. ಹಾಲಿನ ಪ್ರೋತ್ಸಾಹ ಧನ 750 ಕೋಟಿ ರೂ. ಬಾಕಿ ಕೊಡಬೇಕಿದೆ. ಸರ್ಕಾರದ ಬಳಿ ಹಣ ಇಲ್ಲ ಎಂದು ಹಾಲಿನ ದರ ಏರಿಸಿ ಜನರಿಂದ ವಸೂಲಿ ಮಾಡಿದ್ದಾರೆ. ಸ್ಟಾಂಪ್ ಪೇಪರ್ ನೋಂದಣಿ ಹೆಚ್ಚಳ ಮಾಡಿದ್ದಾರೆ. ರಾಜ್ಯ ಸರ್ಕಾರ ಸಂಪೂರ್ಣ ದಿವಾಳಿಯಾಗಿದೆ. ಬಿಜೆಪಿ ಪ್ರತಿಪಕ್ಷವಾಗಿ ರಾಜ್ಯ ದಿವಾಳಿಯಾಗುತ್ತಿರುವನ್ನು ತಪ್ಪಿಸಲು ಹೋರಾಟ ಮಾಡಬೇಕು ಎಂದರು. bbox=[263, 225, 456, 302]
irrigation-text-1: ಹೊಡೆಯುವ ಶೇ.60ರಷ್ಟು ಸರ್ಕಾರ. ವಸತಿ ಮನೆ ಹಂಚಿಕೆ ಮಾಡುವಲ್ಲಿ ಸುಮಾರು 2,100 ಕೋಟಿ ಕಮಿಷನ್ ಲೂಟಿ ಮಾಡಿದ್ದಾರೆ ಎಂದು ಗಂಭೀರವಾಗಿ ಆರೋಪಿಸಿದರು. ಸಿಎಂ ಸಿದ್ದರಾಮಯ್ಯ ಬಡ್ತಿ ನೀಡುತ್ತಿಲ್ಲ. ರಾಜ್ಯದ ಜನರ ಹಣವನ್ನು ಲೂಟಿ ಮಾಡುತ್ತಿದ್ದಾರೆ. ಎಸ್ಸಿ, ಎಸ್ಟಿ ಸಮುದಾಯದ ಹಣ ದುರುಪಯೋಗ ಮಾಡಿದ್ದಾರೆ. ಇದೆ ಭ್ರಷ್ಟಾಚಾರದ ಸಂಪೂರ್ಣ ಇದೆ. ಈ ದರಿದ್ರ ಕಾಂಗ್ರೆಸ್ ಸರ್ಕಾರ ತೊಲಗಿಸಬೇಕಾಗಿದೆ. ಹಾವೇರಿ ಜಿಲ್ಲೆಯ ರೈತರ ಜಮೀನುಗಳಿಗೆ ನೀರಾವರಿ ಯೋಜನೆಗಳನ್ನು ಜಾರಿಗೆ ತಂದಿದ್ದೇವೆ. ಬಿಜೆಪಿ ಅವಧಿಯಲ್ಲಿ ಮಾಡಿದ ಕೆಲಸಗಳನ್ನು ಜನರಿಗೆ ತಿಳಿಸಬೇಕು. ನಮ್ಮ ಸರ್ಕಾರ ಇದ್ದಾಗ ಅನುದಾನ ನೀಡಿ ಕೆರೆ ತುಂಬಿಸುವ ಯೋಜನೆ ಜಾರಿಗೆ ತಂದಿದ್ದೇವೆ. ಹಾವೇರಿ ಜಿಲ್ಲೆಯಿಂದಲೇ ನೀರಾವರಿ ಯೋಜನೆಗಳನ್ನು ಆರಂಭಿಸಿದ್ದೇವೆ ಎಂದರು. ಸಂಸದ ಗೋವಿಂದ ಕಾರಜೋಳ ಮಾತನಾಡಿ, ರಾಜ್ಯ ಸರ್ಕಾರ ಎರಡು ವರ್ಷಗಳ ಅವಧಿಯಲ್ಲಿ ಭ್ರಷ್ಟಾಚಾರ, ಹಗರಣದಲ್ಲಿ ಮುಳುಗಿ ಹೋಗಿದೆ. ಸ್ವಾತಂತ್ರ್ಯ ಬಂದು 75 ವರ್ಷಗಳಲ್ಲಿ ಇಂತಹ ಅವಿವೇಕಿ ಸರ್ಕಾರ ನೋಡಿರಲಿಲ್ಲ. bbox=[60, 740, 253, 834]
employees-col-2 bbox=[263, 990, 456, 1186]
yoga-col-2 bbox=[694, 1244, 900, 1372]
irrigation-headline: ಹಾವೇರಿ ಜಿಲ್ಲೆಯಿಂದಲೇ ನೀರಾವರಿ...... bbox=[60, 708, 360, 734]
development-text-2: ಬಿಜೆಪಿಯ ಮನೆ ದೇವರೇ ಸುಳ್ಳು. ಅವರು ಕೇಂದ್ರದಲ್ಲಿ ಅಧಿಕಾರದಲ್ಲಿದ್ದಾಗ ರಾಜ್ಯಕ್ಕೆ ನಿರಂತರವಾಗಿ ದ್ರೋಹ ಎಸಗುತ್ತಿದ್ದಾರೆ. ಬಿಜೆಪಿ ನಾಯಕರು ನಮ್ಮ ಬಳಿ ಬಂದು ಸುಳ್ಳು ಹೇಳುತ್ತಿದ್ದಾರೆ. ಆದರೆ ಜನರು ಅದನ್ನು ನಂಬುವುದಿಲ್ಲ. ಕೇಂದ್ರದ ಬಿಜೆಪಿ ಸರ್ಕಾರ ರಾಜ್ಯಕ್ಕೆ ನ್ಯಾಯಯುತವಾಗಿ ಸಲ್ಲಬೇಕಾದ ಅನುದಾನ ನೀಡುತ್ತಿಲ್ಲ. 15 ನೇ ಹಣಕಾಸು ಆಯೋಗದಲ್ಲಿ ಆಗಿರುವ ಅನ್ಯಾಯವನ್ನು ಸರಿಪಡಿಸಲು ಕೇಳಿದರೆ ಒಂದು ದಿನವೂ ಮಾತಾಡಲಿಲ್ಲ. ಹೀಗಾಗಿ ನಾವು ದೆಹಲಿಗೆ ಹೋಗುತ್ತಿದ್ದೇವೆ. ಇದಕ್ಕಾಗಿ ಕೇಂದ್ರ ಹಣಕಾಸು ಸಚಿವರನ್ನು ಭೇಟಿ ಮಾಡುತ್ತಿದ್ದೇವೆ ಎಂದು ಮುಖ್ಯಮಂತ್ರಿ ಸಿದ್ದರಾಮಯ್ಯ ಅವರು ತಿಳಿಸಿದರು. bbox=[263, 1224, 456, 1284]
employees-bottom-rule bbox=[58, 1186, 456, 1189]
seeds-article-body bbox=[478, 318, 900, 666]
worker-text-1b-body: ಪೌರ ಕಾರ್ಮಿಕರ ಮೇಲಿನ ಹಲ್ಲೆ ಪ್ರಕರಣಕ್ಕೆ ಸಂಬಂಧಿಸಿದಂತೆ ಪೌರಕಾರ್ಮಿಕ ರಾಜು ದೊಡ್ಡಮನಿಗೆ ಚಿಕಿತ್ಸೆ ಮುಂದುವರೆಸಲಾಗಿದ್ದು, ಸದರಿ ಬ್ಯಾನರ್ ತೆರವುಗೊಳಿಸಿದ್ದ bbox=[478, 811, 670, 837]
continued-from-front-label: ಮೊದಲನೇ ಪುಟದಿಂದ... bbox=[60, 174, 456, 190]
irrigation-text-2: ಕೊಲೆ, ಸುಲಿಗೆ ಮಾಡಿದ್ದೇ ರಾಜ್ಯ ಕಾಂಗ್ರೆಸ್ ಸರ್ಕಾರದ ಸಾಧನೆ. ಅರಸೀಕೆ ವಿಧಾನಸೌಧದ ಕಾಲುಕರದಲ್ಲಿ ಶೈಕ ಪೋಷಣೆಯ ಪಾಕಿಸ್ತಾನ ಜಿಂದಾಬಾದ್ ಕೂಗಿದ್ದಾರೆ. ರಾಜ್ಯದ ಜನರ ಸಂಕಷ್ಟಕ್ಕೆ ಸ್ಪಂದಿಸದ ಸರ್ಕಾರ ತೊಲಗಬೇಕು. ಸಚಿವ ಸಂಪುಟದ ಸದಸ್ಯರೇ ಮುಖ್ಯಮಂತ್ರಿ ವಿರುದ್ಧ ಆರೋಪ ಮಾಡುತ್ತಿದ್ದಾರೆ. ಹಾವೇರಿ ಜಿಲ್ಲೆಯ ರೈತರಿಗೆ ಬೆಳೆ ವಿಮೆ ಬಂದಿಲ್ಲ. ಬೀಜ ಗೊಬ್ಬರ ಸಮರ್ಪಕವಾಗಿ ಸಿಗುತ್ತಿಲ್ಲ. ಕಾಂಗ್ರೆಸ್ ಸರ್ಕಾರ ರೈತ ವಿರೋಧಿ ನೀತಿ ಅನುಸರಿಸುತ್ತಿದೆ. ಮಾಜಿ ಸಚಿವ ಬಿ.ಸಿ.ಪಾಟೀಲ, ಶಾಸಕರಾದ ಚಂದ್ರು ಲಮಾಣಿ, ಮಾಜಿ ಶಾಸಕರಾದ ಶಿವರಾಜ ಸಜ್ಜನರ, ನೆಹರು ಓಲೇಕಾರ, ಸಿ.ಎಂ.ಉದಾಸಿ ಸೇರಿದಂತೆ ಜಿಲ್ಲೆಯ ಮುಖಂಡರು, ಕಾರ್ಯಕರ್ತರು ಭಾಗವಹಿಸಿದ್ದರು. ಸಂಸದರು, ಮಾಜಿ ಸಚಿವರು, ನೂತನ ಜಿಲ್ಲಾಧ್ಯಕ್ಷರನ್ನು ಸನ್ಮಾನಿಸಿದರು. ಸಂಘಟನಾ ಕಾರ್ಯದರ್ಶಿ ಸ್ವಾಗತಿಸಿದರು. ನಿರೂಪಣೆ ಮಾಡಿದರು. ಕೊನೆಯಲ್ಲಿ ವಂದಿಸಿದರು. bbox=[263, 740, 456, 817]
editor-name: Editor: Prabhugouda Patil bbox=[655, 1400, 776, 1411]
